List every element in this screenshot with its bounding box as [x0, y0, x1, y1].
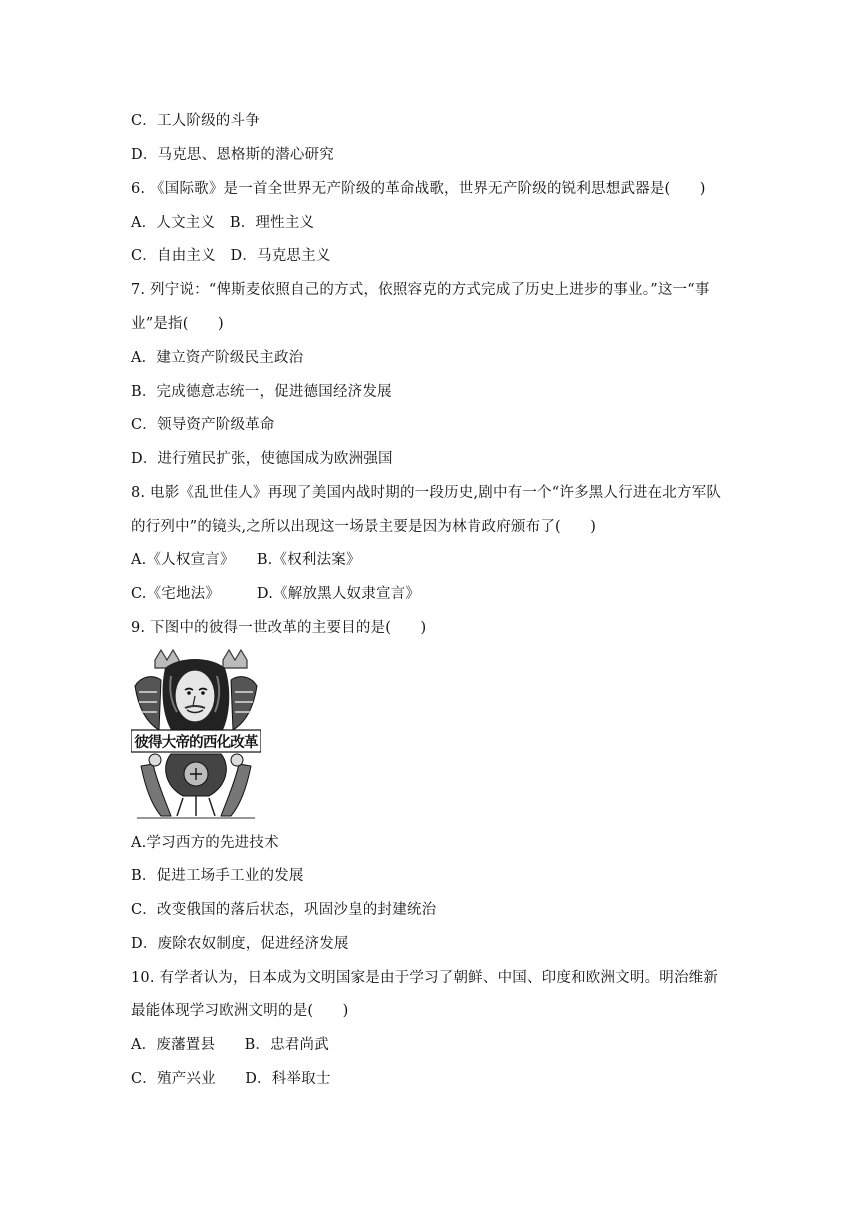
- options-cd-q10: C．殖产兴业 D．科举取士: [131, 1071, 331, 1087]
- question-10-line-1: 10. 有学者认为，日本成为文明国家是由于学习了朝鲜、中国、印度和欧洲文明。明治维新: [131, 970, 719, 986]
- option-c-q7: C．领导资产阶级革命: [131, 417, 275, 433]
- option-b-q9: B．促进工场手工业的发展: [131, 868, 304, 884]
- peter-the-great-illustration: [131, 646, 261, 822]
- question-8-line-1: 8. 电影《乱世佳人》再现了美国内战时期的一段历史,剧中有一个“许多黑人行进在北方军队: [131, 485, 722, 501]
- options-ab-q8: A.《人权宣言》 B.《权利法案》: [131, 552, 361, 568]
- options-cd-q8: C.《宅地法》 D.《解放黑人奴隶宣言》: [131, 586, 421, 602]
- banner-text: 彼得大帝的西化改革: [134, 735, 258, 751]
- question-7-line-1: 7. 列宁说：“俾斯麦依照自己的方式，依照容克的方式完成了历史上进步的事业。”这一“事: [131, 282, 710, 298]
- option-d-q7: D．进行殖民扩张，使德国成为欧洲强国: [131, 451, 393, 467]
- question-10-line-2: 最能体现学习欧洲文明的是( ): [131, 1003, 349, 1019]
- option-c-q9: C．改变俄国的落后状态，巩固沙皇的封建统治: [131, 902, 437, 918]
- question-9: 9. 下图中的彼得一世改革的主要目的是( ): [131, 620, 427, 636]
- option-a-q7: A．建立资产阶级民主政治: [131, 350, 304, 366]
- option-d-q5: D．马克思、恩格斯的潜心研究: [131, 147, 334, 163]
- option-d-q9: D．废除农奴制度，促进经济发展: [131, 936, 349, 952]
- question-7-line-2: 业”是指( ): [131, 316, 224, 332]
- options-cd-q6: C．自由主义 D．马克思主义: [131, 248, 331, 264]
- question-6: 6. 《国际歌》是一首全世界无产阶级的革命战歌，世界无产阶级的锐利思想武器是( ): [131, 181, 706, 197]
- option-b-q7: B．完成德意志统一，促进德国经济发展: [131, 384, 392, 400]
- options-ab-q10: A．废藩置县 B．忠君尚武: [131, 1037, 329, 1053]
- question-8-line-2: 的行列中”的镜头,之所以出现这一场景主要是因为林肯政府颁布了( ): [131, 519, 597, 535]
- option-c-q5: C．工人阶级的斗争: [131, 113, 260, 129]
- options-ab-q6: A．人文主义 B．理性主义: [131, 215, 315, 231]
- option-a-q9: A.学习西方的先进技术: [131, 835, 279, 851]
